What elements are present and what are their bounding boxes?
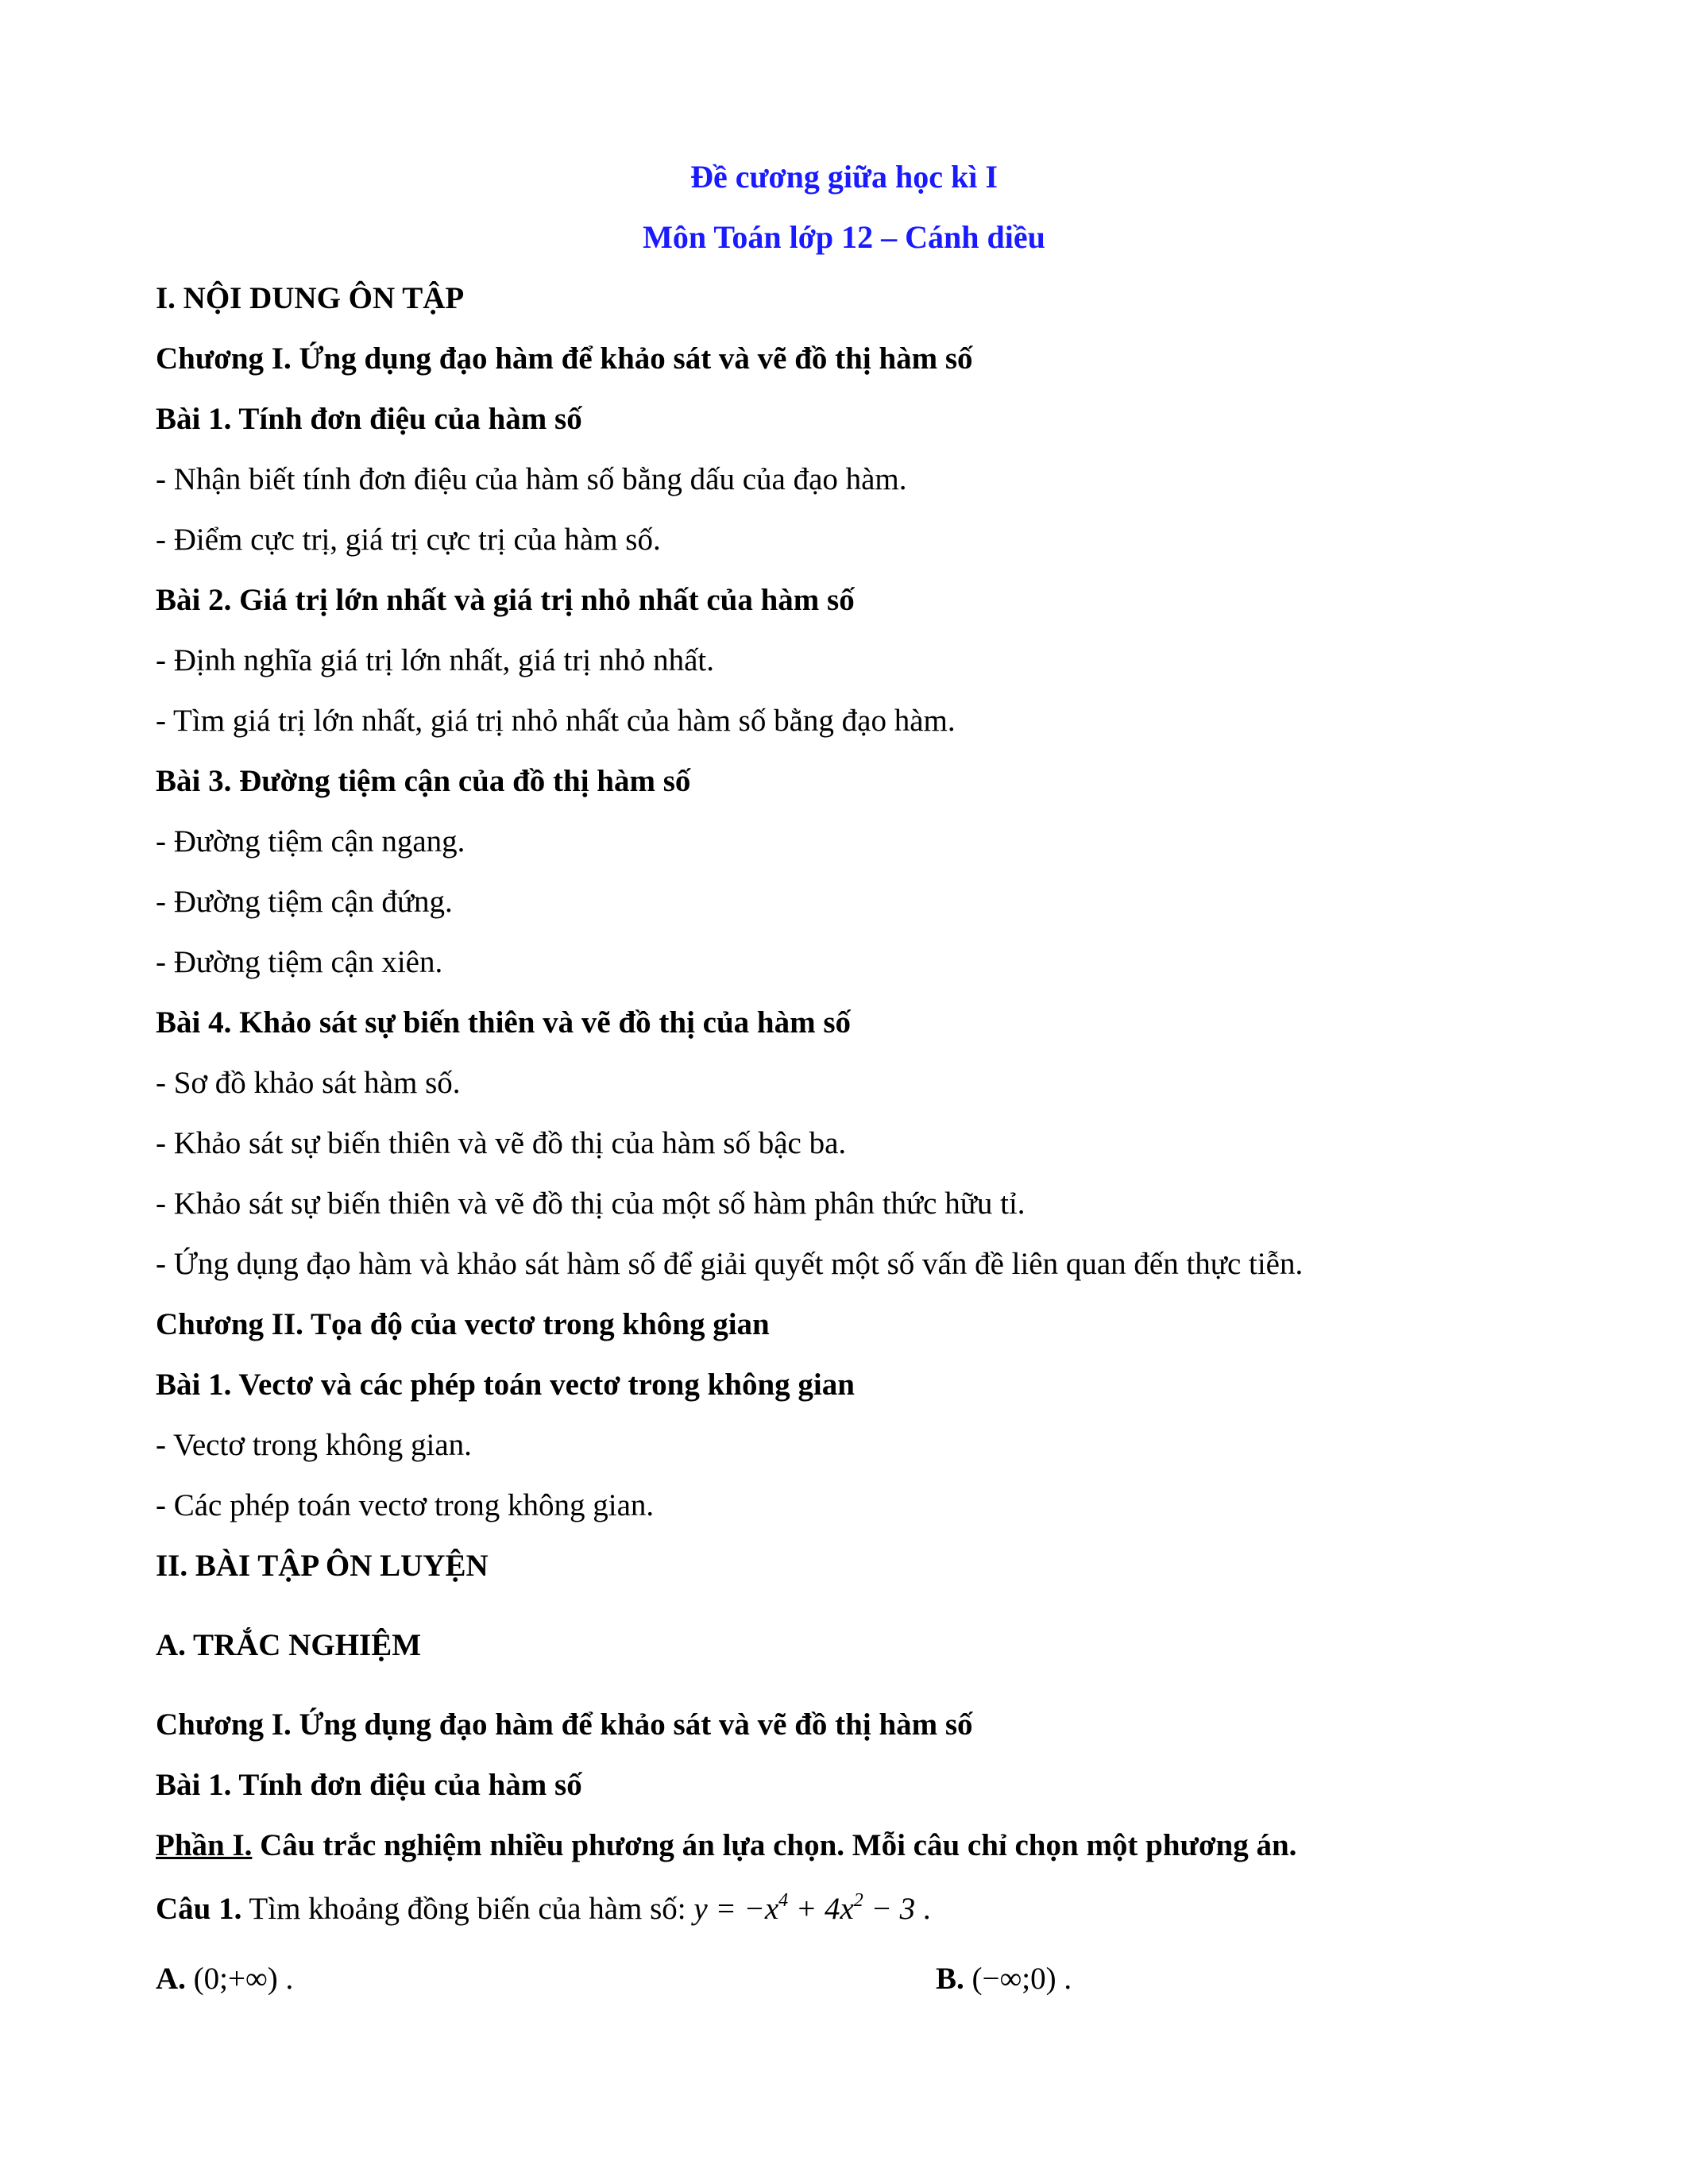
lesson-heading: Bài 1. Vectơ và các phép toán vectơ trong không gian	[156, 1368, 855, 1402]
list-item: - Nhận biết tính đơn điệu của hàm số bằng dấu của đạo hàm.	[156, 462, 907, 496]
formula-term: − 3	[863, 1892, 916, 1926]
option-a	[156, 1960, 293, 1998]
formula-term: + 4x	[788, 1892, 854, 1926]
list-item: - Các phép toán vectơ trong không gian.	[156, 1488, 655, 1522]
chapter-heading: Chương I. Ứng dụng đạo hàm để khảo sát và vẽ đồ thị hàm số	[156, 341, 973, 376]
formula-y: y	[693, 1892, 708, 1926]
question-label: Câu 1.	[156, 1892, 242, 1926]
list-item: - Ứng dụng đạo hàm và khảo sát hàm số để giải quyết một số vấn đề liên quan đến thực tiễn.	[156, 1247, 1304, 1281]
option-b	[936, 1960, 1072, 1998]
formula-exponent: 2	[853, 1890, 863, 1911]
document-subtitle: Môn Toán lớp 12 – Cánh diều	[643, 219, 1045, 255]
section-heading: II. BÀI TẬP ÔN LUYỆN	[156, 1549, 489, 1583]
list-item: - Điểm cực trị, giá trị cực trị của hàm số.	[156, 523, 661, 557]
formula	[693, 1892, 915, 1926]
lesson-heading: Bài 3. Đường tiệm cận của đồ thị hàm số	[156, 764, 691, 798]
part-label: Phần I.	[156, 1828, 253, 1862]
list-item: - Sơ đồ khảo sát hàm số.	[156, 1066, 461, 1100]
formula-period: .	[915, 1892, 931, 1926]
formula-exponent: 4	[778, 1890, 789, 1911]
list-item: - Đường tiệm cận đứng.	[156, 885, 453, 919]
option-a-text: (0;+∞) .	[185, 1962, 294, 1996]
lesson-heading: Bài 2. Giá trị lớn nhất và giá trị nhỏ nhất của hàm số	[156, 583, 855, 617]
part-heading: A. TRẮC NGHIỆM	[156, 1628, 422, 1662]
chapter-heading: Chương II. Tọa độ của vectơ trong không gian	[156, 1307, 770, 1341]
lesson-heading: Bài 1. Tính đơn điệu của hàm số	[156, 1768, 582, 1802]
list-item: - Vectơ trong không gian.	[156, 1428, 472, 1462]
list-item: - Đường tiệm cận xiên.	[156, 945, 443, 979]
section-heading: I. NỘI DUNG ÔN TẬP	[156, 281, 465, 315]
lesson-heading: Bài 4. Khảo sát sự biến thiên và vẽ đồ thị của hàm số	[156, 1005, 852, 1040]
list-item: - Khảo sát sự biến thiên và vẽ đồ thị của hàm số bậc ba.	[156, 1126, 847, 1160]
formula-term: = −x	[707, 1892, 779, 1926]
chapter-heading: Chương I. Ứng dụng đạo hàm để khảo sát và vẽ đồ thị hàm số	[156, 1707, 973, 1742]
list-item: - Khảo sát sự biến thiên và vẽ đồ thị của một số hàm phân thức hữu tỉ.	[156, 1187, 1026, 1221]
part-instruction	[156, 1827, 1296, 1865]
document-title: Đề cương giữa học kì I	[690, 159, 998, 195]
question-text: Tìm khoảng đồng biến của hàm số:	[241, 1892, 694, 1926]
option-b-label: B.	[936, 1962, 964, 1996]
lesson-heading: Bài 1. Tính đơn điệu của hàm số	[156, 402, 582, 436]
option-b-text: (−∞;0) .	[964, 1962, 1072, 1996]
question	[156, 1890, 931, 1928]
list-item: - Tìm giá trị lớn nhất, giá trị nhỏ nhất của hàm số bằng đạo hàm.	[156, 704, 956, 738]
list-item: - Định nghĩa giá trị lớn nhất, giá trị nhỏ nhất.	[156, 643, 714, 677]
part-text: Câu trắc nghiệm nhiều phương án lựa chọn. Mỗi câu chỉ chọn một phương án.	[252, 1828, 1297, 1862]
list-item: - Đường tiệm cận ngang.	[156, 824, 465, 859]
option-a-label: A.	[156, 1962, 186, 1996]
